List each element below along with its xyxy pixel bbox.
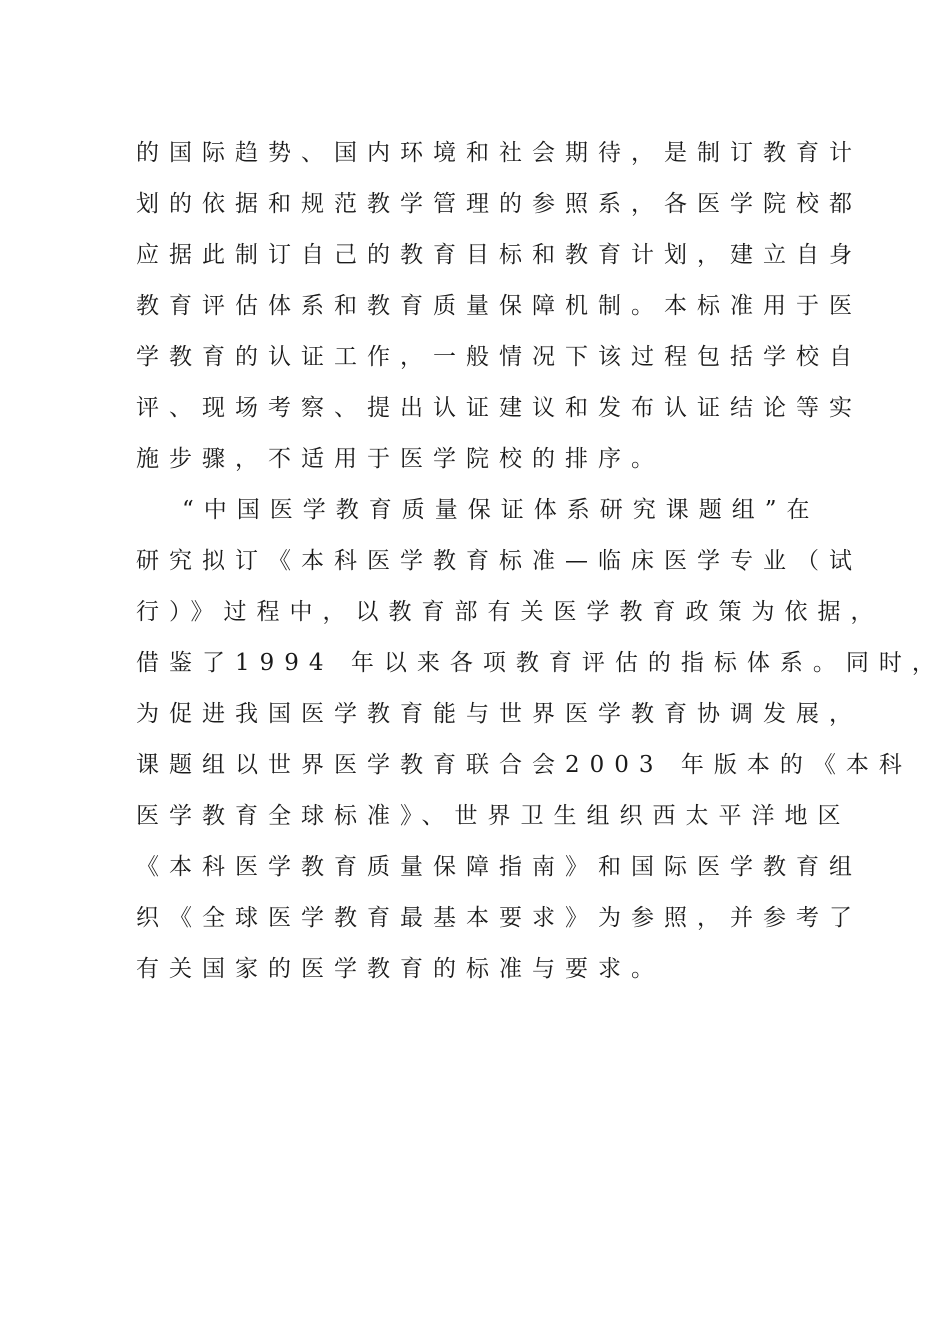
paragraph-start-line: “中国医学教育质量保证体系研究课题组”在 xyxy=(182,497,820,523)
text-line: 有关国家的医学教育的标准与要求。 xyxy=(136,956,664,982)
text-line: 研究拟订《本科医学教育标准—临床医学专业（试 xyxy=(136,548,862,574)
text-line: 课题组以世界医学教育联合会2003 年版本的《本科 xyxy=(136,752,912,778)
text-line: 教育评估体系和教育质量保障机制。本标准用于医 xyxy=(136,293,862,319)
text-line: 医学教育全球标准》、世界卫生组织西太平洋地区 xyxy=(136,803,851,829)
text-line: 借鉴了1994 年以来各项教育评估的指标体系。同时， xyxy=(136,650,945,676)
text-line: 行）》过程中，以教育部有关医学教育政策为依据， xyxy=(136,599,884,625)
text-line: 学教育的认证工作，一般情况下该过程包括学校自 xyxy=(136,344,862,370)
text-line: 织《全球医学教育最基本要求》为参照，并参考了 xyxy=(136,905,862,931)
text-line: 《本科医学教育质量保障指南》和国际医学教育组 xyxy=(136,854,862,880)
text-line: 施步骤，不适用于医学院校的排序。 xyxy=(136,446,664,472)
text-line: 评、现场考察、提出认证建议和发布认证结论等实 xyxy=(136,395,862,421)
text-line: 为促进我国医学教育能与世界医学教育协调发展， xyxy=(136,701,862,727)
body-text xyxy=(136,130,945,997)
text-line: 的国际趋势、国内环境和社会期待，是制订教育计 xyxy=(136,140,862,166)
text-line: 应据此制订自己的教育目标和教育计划，建立自身 xyxy=(136,242,862,268)
text-line: 划的依据和规范教学管理的参照系，各医学院校都 xyxy=(136,191,862,217)
